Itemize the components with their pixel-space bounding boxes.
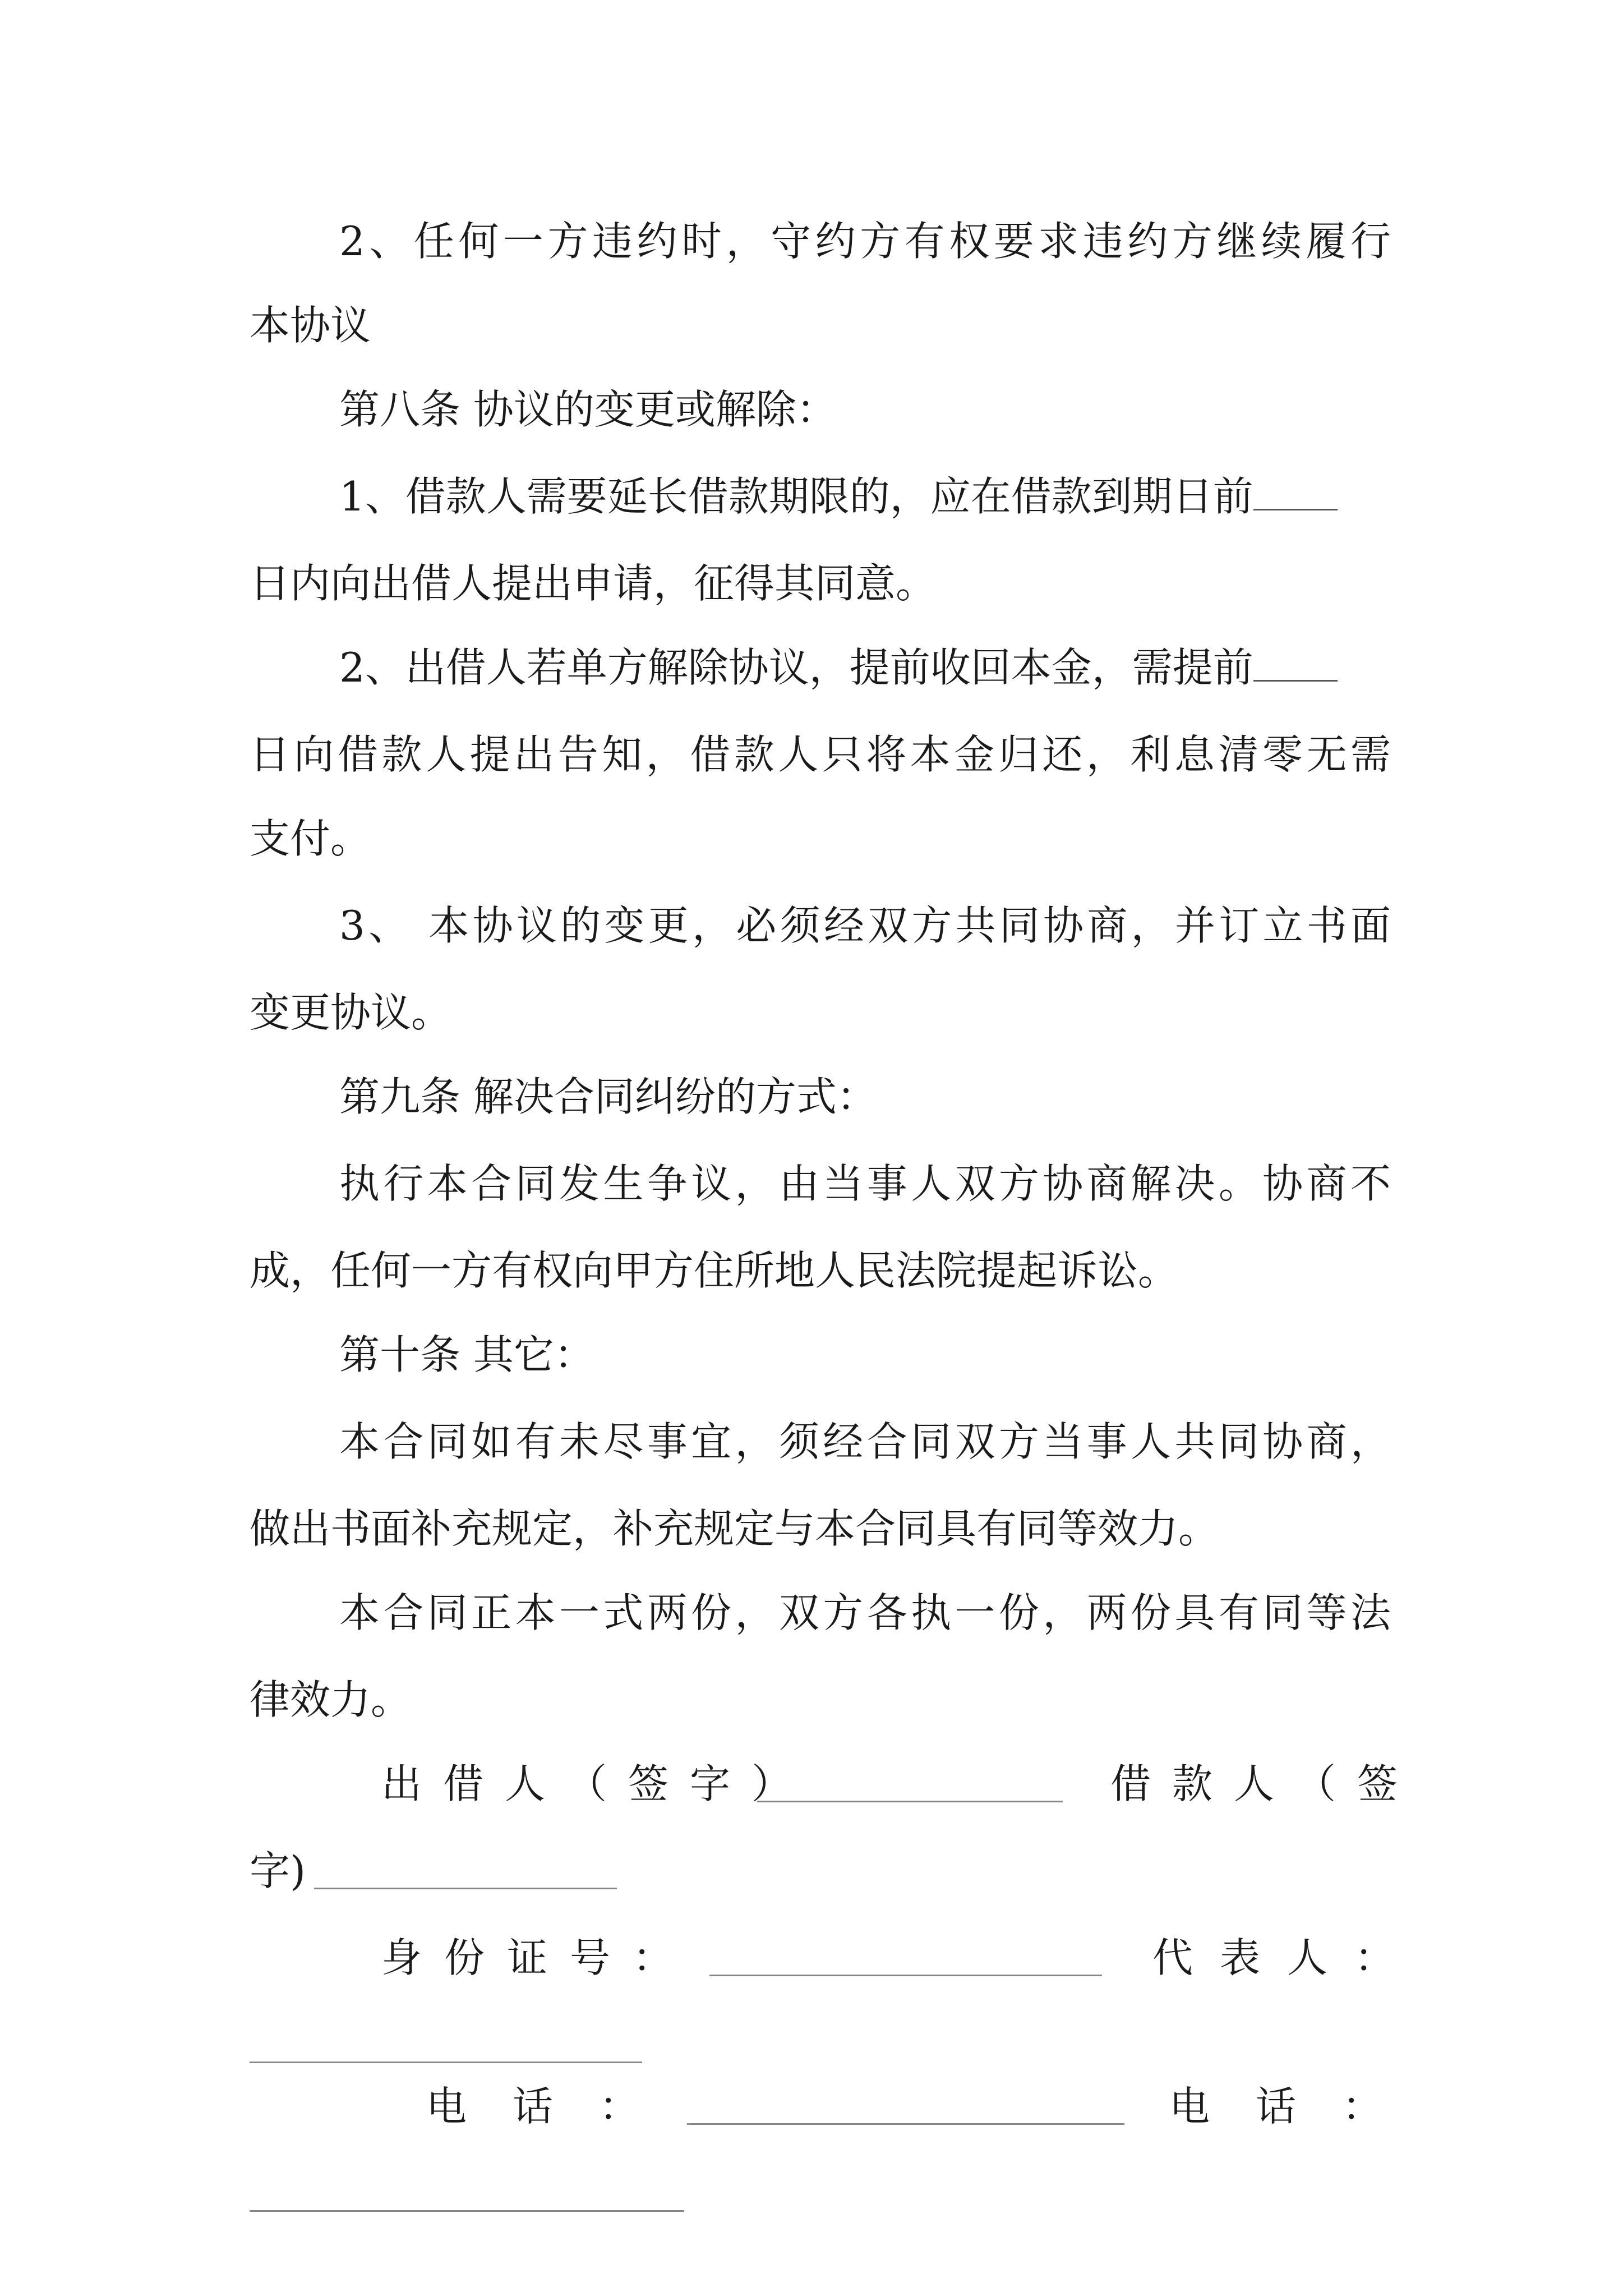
lender-signature-label: 出借人（签字） bbox=[381, 1760, 814, 1807]
blank-days-field[interactable] bbox=[1253, 470, 1338, 510]
article-9-title: 第九条 解决合同纠纷的方式： bbox=[339, 1073, 877, 1120]
paragraph-line: 本合同正本一式两份，双方各执一份，两份具有同等法 bbox=[339, 1589, 1391, 1636]
clause-text: 2、出借人若单方解除协议，提前收回本金，需提前 bbox=[339, 644, 1253, 691]
article-10-title: 第十条 其它： bbox=[339, 1331, 594, 1378]
paragraph-line: 2、任何一方违约时，守约方有权要求违约方继续履行 bbox=[339, 218, 1391, 265]
blank-days-field[interactable] bbox=[1253, 641, 1338, 682]
phone-field-right[interactable] bbox=[250, 2210, 684, 2212]
paragraph-line: 本合同如有未尽事宜，须经合同双方当事人共同协商， bbox=[339, 1418, 1391, 1465]
phone-field-left[interactable] bbox=[687, 2123, 1124, 2125]
clause-line bbox=[339, 639, 1338, 696]
article-8-title: 第八条 协议的变更或解除： bbox=[339, 386, 837, 433]
paragraph-line: 执行本合同发生争议，由当事人双方协商解决。协商不 bbox=[339, 1160, 1391, 1207]
borrower-signature-label: 借款人（签 bbox=[1110, 1760, 1419, 1807]
paragraph-line: 律效力。 bbox=[250, 1676, 412, 1723]
lender-signature-field[interactable] bbox=[757, 1801, 1063, 1802]
clause-line: 日内向出借人提出申请，征得其同意。 bbox=[250, 560, 937, 607]
paragraph-line: 做出书面补充规定，补充规定与本合同具有同等效力。 bbox=[250, 1505, 1219, 1552]
representative-field[interactable] bbox=[250, 2062, 642, 2063]
clause-line: 变更协议。 bbox=[250, 989, 452, 1036]
borrower-signature-field[interactable] bbox=[314, 1888, 617, 1889]
clause-line bbox=[339, 468, 1338, 524]
id-number-field[interactable] bbox=[709, 1975, 1102, 1976]
clause-line: 3、 本协议的变更，必须经双方共同协商，并订立书面 bbox=[339, 902, 1391, 949]
phone-label-left: 电话： bbox=[426, 2083, 686, 2130]
paragraph-line: 成，任何一方有权向甲方住所地人民法院提起诉讼。 bbox=[250, 1247, 1179, 1294]
clause-line: 支付。 bbox=[250, 815, 371, 862]
representative-label: 代表人： bbox=[1152, 1934, 1422, 1981]
borrower-signature-label-cont: 字) bbox=[250, 1847, 306, 1894]
phone-label-right: 电话： bbox=[1169, 2083, 1429, 2130]
clause-text: 1、借款人需要延长借款期限的，应在借款到期日前 bbox=[339, 473, 1253, 520]
id-number-label: 身份证号： bbox=[381, 1934, 696, 1981]
clause-line: 日向借款人提出告知，借款人只将本金归还，利息清零无需 bbox=[250, 731, 1391, 778]
paragraph-line: 本协议 bbox=[250, 302, 371, 349]
